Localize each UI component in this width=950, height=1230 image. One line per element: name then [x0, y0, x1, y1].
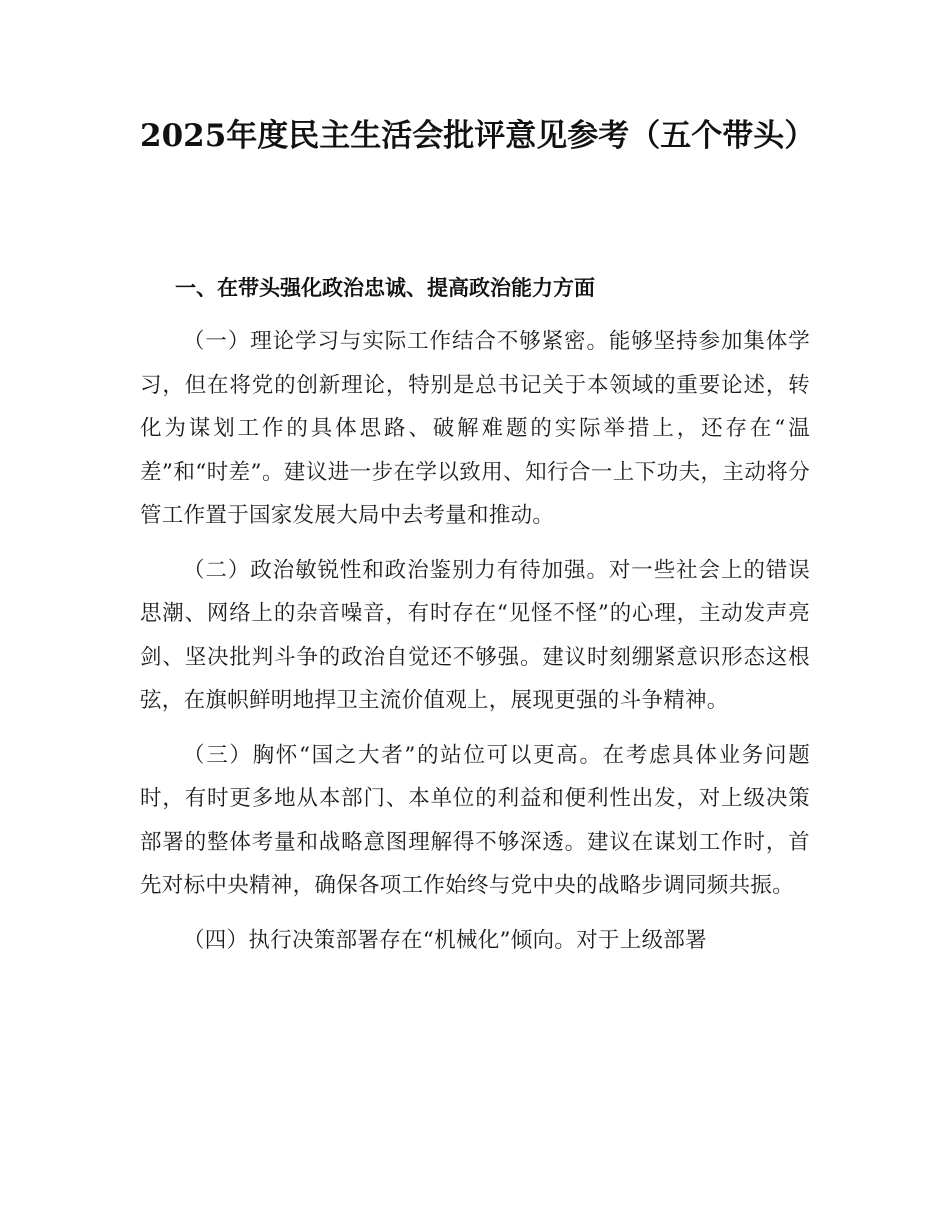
document-body — [140, 320, 810, 973]
paragraph-3: （三）胸怀“国之大者”的站位可以更高。在考虑具体业务问题时，有时更多地从本部门、本单位的利益和便利性出发，对上级决策部署的整体考量和战略意图理解得不够深透。建议在谋划工作时，首先对标中央精神，确保各项工作始终与党中央的战略步调同频共振。 — [140, 742, 810, 898]
paragraph-1: （一）理论学习与实际工作结合不够紧密。能够坚持参加集体学习，但在将党的创新理论，特别是总书记关于本领域的重要论述，转化为谋划工作的具体思路、破解难题的实际举措上，还存在“温差”和“时差”。建议进一步在学以致用、知行合一上下功夫，主动将分管工作置于国家发展大局中去考量和推动。 — [140, 329, 810, 528]
paragraph-4: （四）执行决策部署存在“机械化”倾向。对于上级部署 — [183, 927, 707, 953]
paragraph-2: （二）政治敏锐性和政治鉴别力有待加强。对一些社会上的错误思潮、网络上的杂音噪音，有时存在“见怪不怪”的心理，主动发声亮剑、坚决批判斗争的政治自觉还不够强。建议时刻绷紧意识形态这根弦，在旗帜鲜明地捍卫主流价值观上，展现更强的斗争精神。 — [140, 557, 810, 713]
section-heading: 一、在带头强化政治忠诚、提高政治能力方面 — [175, 276, 595, 300]
document-title: 2025年度民主生活会批评意见参考（五个带头） — [140, 118, 816, 154]
